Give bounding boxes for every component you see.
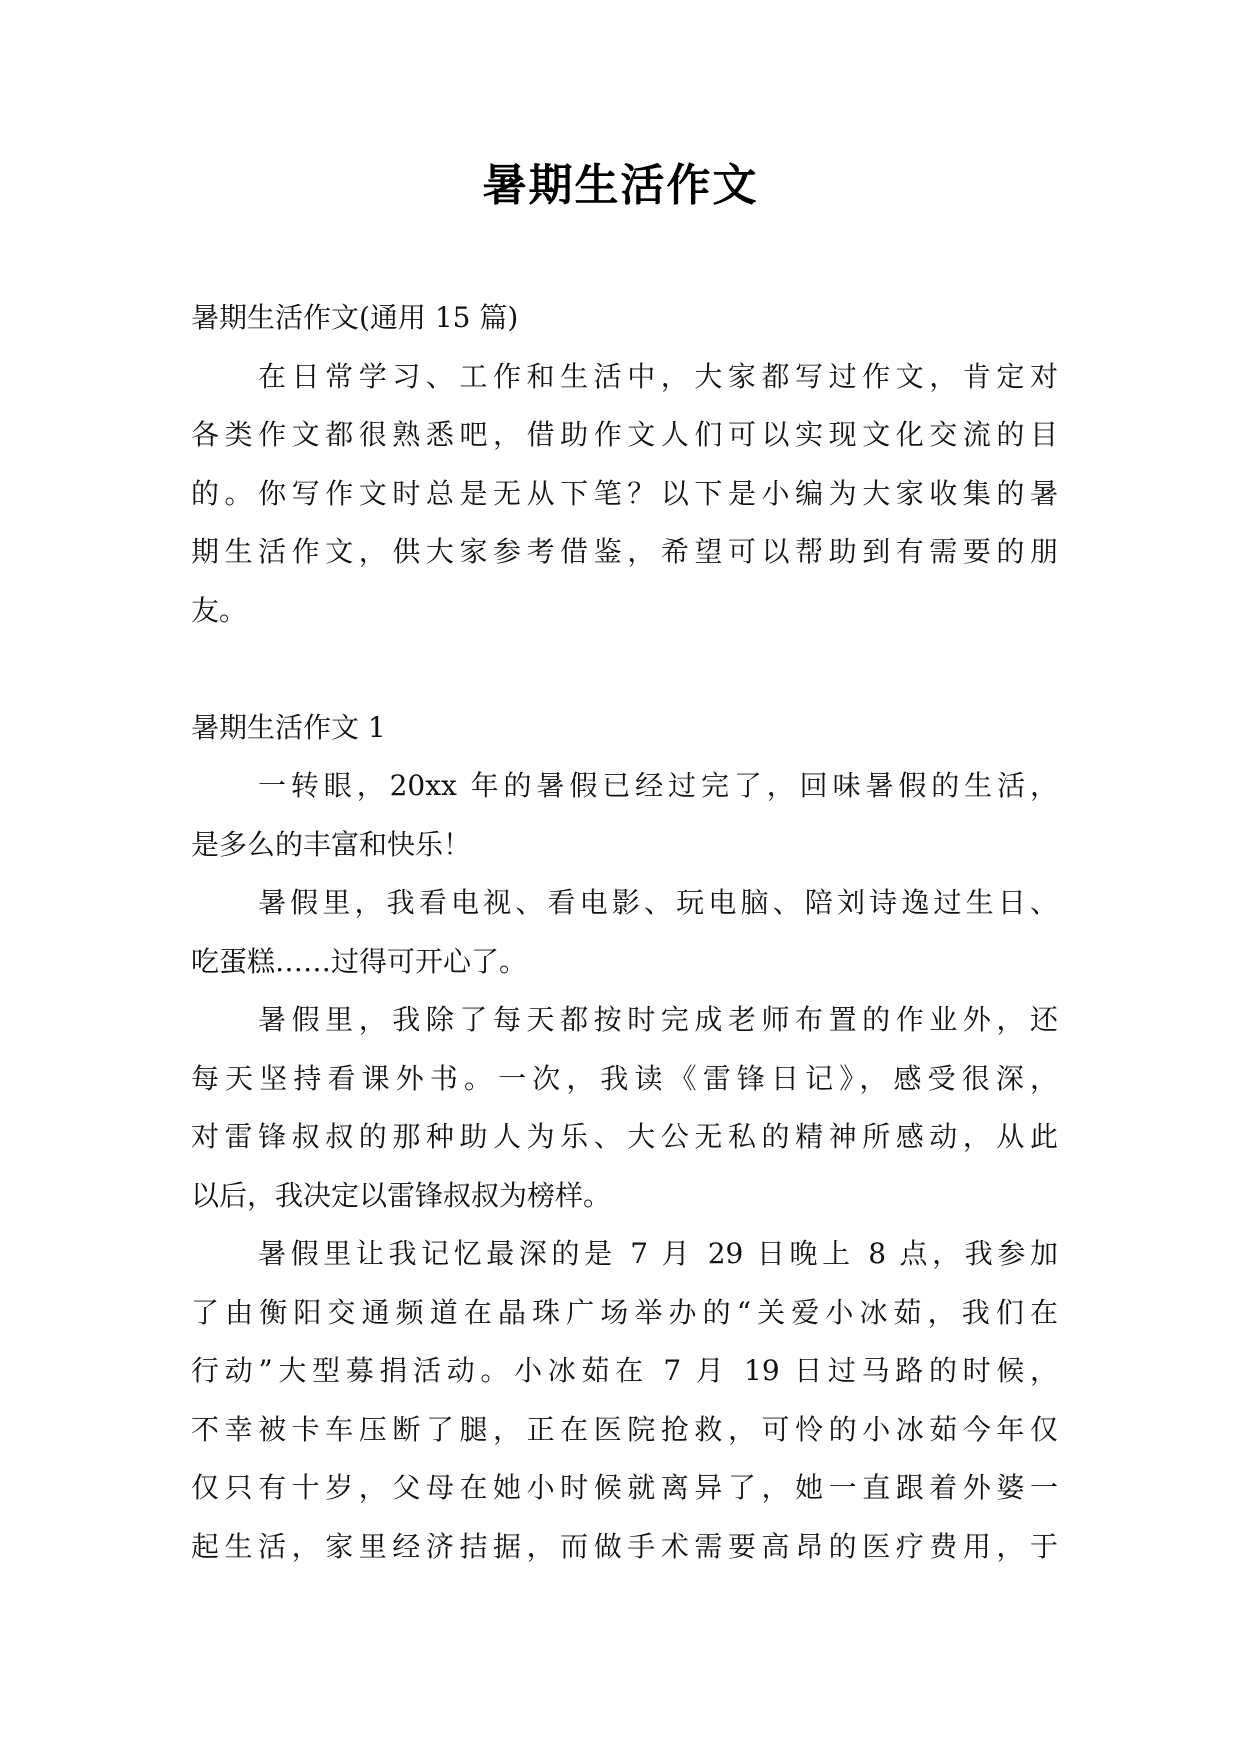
paragraph-line: 在日常学习、工作和生活中，大家都写过作文，肯定对 [258,359,1058,393]
paragraph-line: 每天坚持看课外书。一次，我读《雷锋日记》，感受很深， [191,1061,1058,1095]
paragraph-line: 各类作文都很熟悉吧，借助作文人们可以实现文化交流的目 [191,418,1058,451]
paragraph-line: 以后，我决定以雷锋叔叔为榜样。 [191,1178,612,1212]
section-1 [191,699,1058,1577]
paragraph-line: 了由衡阳交通频道在晶珠广场举办的“关爱小冰茹，我们在 [191,1295,1058,1329]
subheading: 暑期生活作文(通用 15 篇) [191,301,519,334]
paragraph-line: 暑假里，我除了每天都按时完成老师布置的作业外，还 [258,1003,1058,1036]
section-heading: 暑期生活作文 1 [191,710,386,744]
paragraph-line: 期生活作文，供大家参考借鉴，希望可以帮助到有需要的朋 [191,535,1058,568]
paragraph-line: 一转眼，20xx 年的暑假已经过完了，回味暑假的生活， [258,769,1058,802]
paragraph-line: 仅只有十岁，父母在她小时候就离异了，她一直跟着外婆一 [191,1471,1058,1504]
paragraph-line: 对雷锋叔叔的那种助人为乐、大公无私的精神所感动，从此 [191,1120,1058,1153]
body-paragraph [191,1225,1058,1576]
paragraph-line: 的。你写作文时总是无从下笔？以下是小编为大家收集的暑 [191,476,1058,510]
paragraph-line: 友。 [191,593,248,627]
paragraph-line: 不幸被卡车压断了腿，正在医院抢救，可怜的小冰茹今年仅 [191,1412,1058,1446]
paragraph-line: 暑假里让我记忆最深的是 7 月 29 日晚上 8 点，我参加 [258,1237,1058,1270]
paragraph-line: 暑假里，我看电视、看电影、玩电脑、陪刘诗逸过生日、 [258,886,1058,919]
document-title: 暑期生活作文 [482,160,759,211]
body-paragraph [191,991,1058,1225]
body-paragraph [191,874,1058,991]
intro-paragraph [191,348,1058,641]
paragraph-line: 起生活，家里经济拮据，而做手术需要高昂的医疗费用，于 [191,1529,1058,1563]
document-body [191,289,1058,1576]
paragraph-line: 吃蛋糕……过得可开心了。 [191,944,528,978]
blank-line [191,640,1058,699]
body-paragraph [191,757,1058,874]
paragraph-line: 行动”大型募捐活动。小冰茹在 7 月 19 日过马路的时候， [191,1354,1058,1387]
paragraph-line: 是多么的丰富和快乐！ [191,827,472,861]
